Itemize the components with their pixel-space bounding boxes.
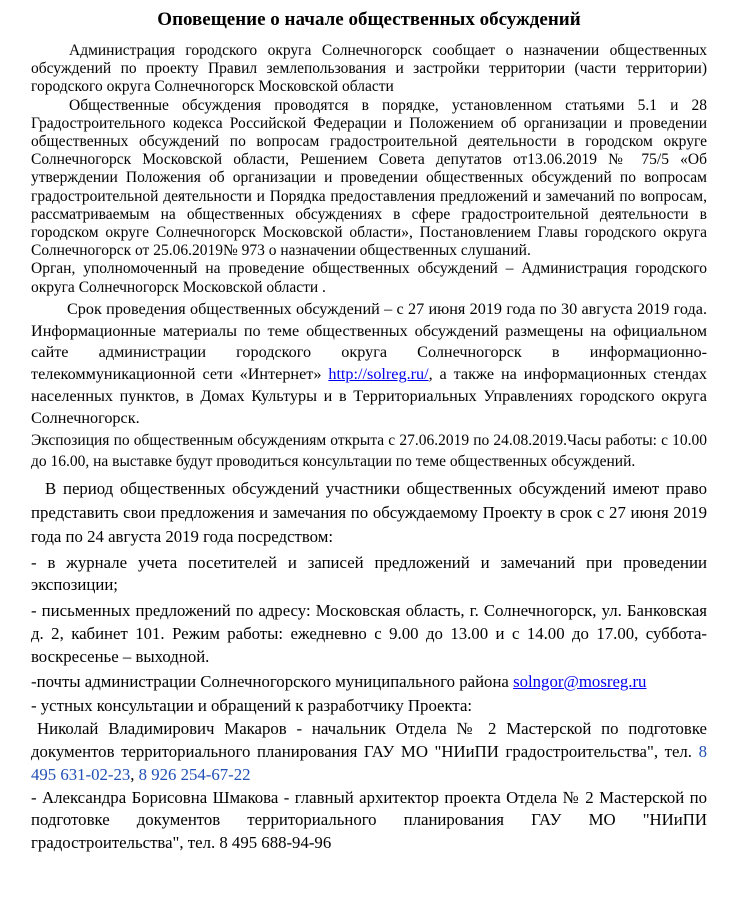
contact-shmakova: - Александра Борисовна Шмакова - главный архитектор проекта Отдела № 2 Мастерской по подготовке документов территориального планирования ГАУ МО "НИиПИ градостроительства", тел. 8 495 688-94-96 — [31, 787, 707, 853]
paragraph-participants-rights: В период общественных обсуждений участники общественных обсуждений имеют право представить свои предложения и замечания по обсуждаемому Проекту в срок с 27 июня 2019 года по 24 августа 2019 года посредством: — [31, 478, 707, 546]
phone-link[interactable]: 8 926 254-67-22 — [138, 764, 251, 784]
period-text: Срок проведения общественных обсуждений – с 27 июня 2019 года по 30 августа 2019 года. Информационные материалы по теме общественных обсуждений размещены на официальном сайте администрации городского округа Солнечногорск в информационно-телекоммуникационной сети «Интернет» — [31, 299, 707, 384]
list-item-oral: - устных консультации и обращений к разработчику Проекта: — [31, 696, 473, 716]
email-link[interactable]: solngor@mosreg.ru — [513, 671, 647, 691]
contact-makarov — [31, 718, 707, 786]
list-item-mail — [31, 671, 707, 694]
document-title: Оповещение о начале общественных обсуждений — [157, 9, 581, 30]
list-item-written: - письменных предложений по адресу: Московская область, г. Солнечногорск, ул. Банковская д. 2, кабинет 101. Режим работы: ежедневно с 9.00 до 13.00 и с 14.00 до 17.00, суббота-воскресенье – выходной. — [31, 601, 707, 666]
phone-link[interactable]: 8 495 631-02-23 — [31, 742, 707, 784]
paragraph-announcement: Администрация городского округа Солнечногорск сообщает о назначении общественных обсуждений по проекту Правил землепользования и застройки территории (части территории) городского округа Солнечногорск Московской области — [31, 42, 707, 96]
paragraph-period — [31, 299, 707, 430]
contact-makarov-text: Николай Владимирович Макаров - начальник Отдела № 2 Мастерской по подготовке документов территориального планирования ГАУ МО "НИиПИ градостроительства", тел. — [31, 719, 707, 761]
site-link[interactable]: http://solreg.ru/ — [328, 365, 429, 384]
paragraph-procedure: Общественные обсуждения проводятся в порядке, установленном статьями 5.1 и 28 Градостроительного кодекса Российской Федерации и Положением об организации и проведении общественных обсуждений по вопросам градостроительной деятельности в городском округе Солнечногорск Московской области, Решением Совета депутатов от13.06.2019 № 75/5 «Об утверждении Положения об организации и проведении общественных обсуждений по вопросам градостроительной деятельности и Порядка предоставления предложений и замечаний по вопросам, рассматриваемым на общественных обсуждениях в сфере градостроительной деятельности в городском округе Солнечногорск Московской области», Постановлением Главы городского округа Солнечногорск от 25.06.2019№ 973 о назначении общественных слушаний. — [31, 96, 707, 260]
paragraph-exposition: Экспозиция по общественным обсуждениям открыта с 27.06.2019 по 24.08.2019.Часы работы: с 10.00 до 16.00, на выставке будут проводиться консультации по теме общественных обсуждений. — [31, 431, 707, 470]
period-text-end: , а также на информационных стендах населенных пунктов, в Домах Культуры и в Территориальных Управлениях городского округа Солнечногорск. — [31, 365, 707, 427]
paragraph-authorized-body: Орган, уполномоченный на проведение общественных обсуждений – Администрация городского округа Солнечногорск Московской области . — [31, 260, 707, 296]
list-item-journal: - в журнале учета посетителей и записей предложений и замечаний при проведении экспозиции; — [31, 552, 707, 595]
mail-text: -почты администрации Солнечногорского муниципального района — [31, 671, 509, 691]
phone-separator: , — [130, 764, 139, 784]
